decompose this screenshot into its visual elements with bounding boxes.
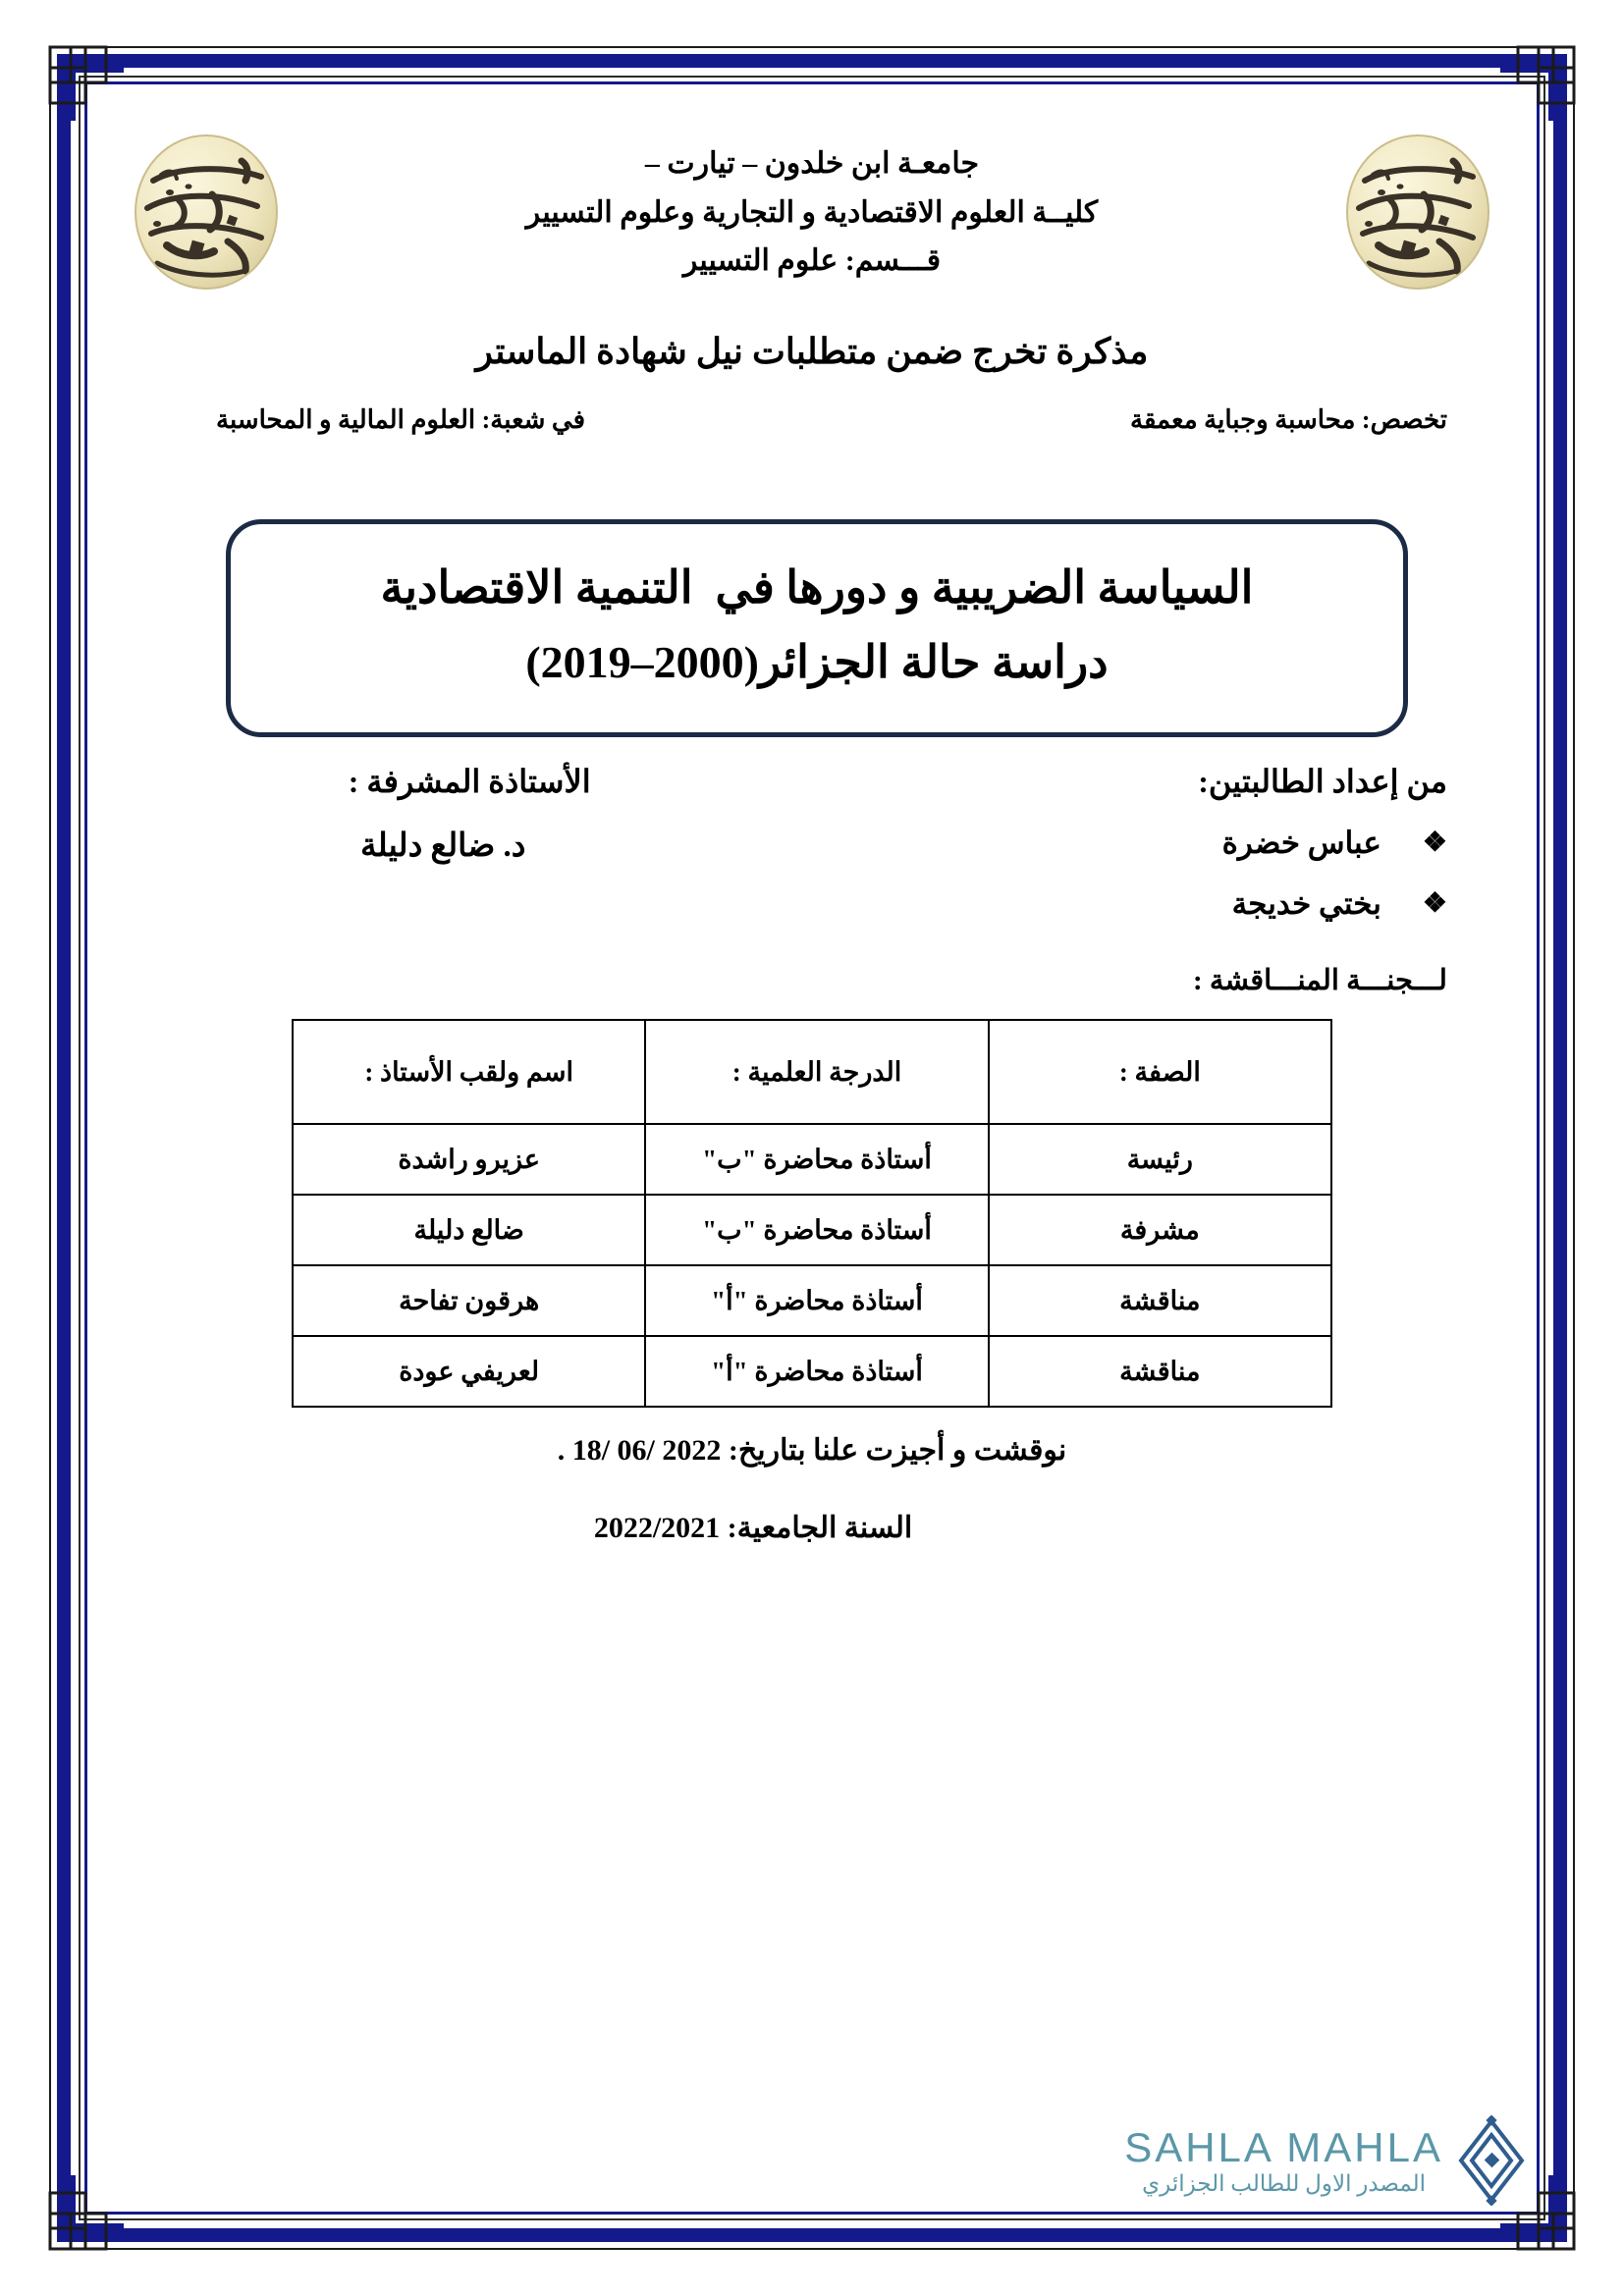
watermark-diamond-icon <box>1453 2115 1530 2206</box>
cell-grade: أستاذة محاضرة "ب" <box>645 1124 988 1195</box>
supervisor-name: د. ضالع دليلة <box>359 828 526 865</box>
supervisor-heading: الأستاذة المشرفة : <box>348 764 591 800</box>
watermark-brand: SAHLA MAHLA <box>1124 2123 1443 2170</box>
department-name: قـــسم: علوم التسيير <box>682 244 942 277</box>
student-name: عباس خضرة <box>1221 826 1381 861</box>
cell-role: مناقشة <box>989 1336 1331 1407</box>
thesis-title-main: السياسة الضريبية و دورها في التنمية الاقتصادية <box>380 562 1254 613</box>
diamond-bullet-icon: ❖ <box>1422 828 1447 859</box>
column-header-role: الصفة : <box>989 1020 1331 1124</box>
students-heading: من إعداد الطالبتين: <box>1198 764 1447 800</box>
university-logo-icon <box>1329 132 1506 294</box>
student-entry <box>823 826 1447 861</box>
student-entry <box>823 886 1447 922</box>
students-block <box>823 763 1487 947</box>
jury-label: لـــجنـــة المنـــاقشة : <box>1192 965 1447 997</box>
field-text: في شعبة: العلوم المالية و المحاسبة <box>216 405 586 434</box>
cell-role: مشرفة <box>989 1195 1331 1265</box>
defense-date: نوقشت و أجيزت علنا بتاريخ: 2022 /06 /18 . <box>557 1434 1067 1468</box>
corner-knot-icon <box>33 2175 124 2266</box>
university-logo-icon <box>118 132 295 294</box>
cell-role: مناقشة <box>989 1265 1331 1336</box>
thesis-title-box <box>226 519 1408 737</box>
jury-table <box>292 1019 1332 1408</box>
cell-role: رئيسة <box>989 1124 1331 1195</box>
cell-name: عزيرو راشدة <box>293 1124 645 1195</box>
table-header-row <box>293 1020 1331 1124</box>
degree-statement: مذكرة تخرج ضمن متطلبات نيل شهادة الماستر <box>475 332 1149 371</box>
cell-grade: أستاذة محاضرة "أ" <box>645 1265 988 1336</box>
column-header-name: اسم ولقب الأستاذ : <box>293 1020 645 1124</box>
table-row <box>293 1195 1331 1265</box>
cell-grade: أستاذة محاضرة "ب" <box>645 1195 988 1265</box>
specialty-text: تخصص: محاسبة وجباية معمقة <box>1130 405 1447 434</box>
cell-name: هرقون تفاحة <box>293 1265 645 1336</box>
cell-name: لعريفي عودة <box>293 1336 645 1407</box>
supervisor-block <box>157 763 782 947</box>
cover-content <box>118 118 1506 2178</box>
corner-knot-icon <box>33 30 124 121</box>
sahla-mahla-watermark <box>1124 2115 1530 2206</box>
watermark-text-block <box>1124 2123 1443 2196</box>
academic-year: السنة الجامعية: 2022/2021 <box>593 1512 913 1545</box>
university-header <box>118 118 1506 294</box>
cell-grade: أستاذة محاضرة "أ" <box>645 1336 988 1407</box>
table-row <box>293 1336 1331 1407</box>
table-row <box>293 1124 1331 1195</box>
table-row <box>293 1265 1331 1336</box>
column-header-grade: الدرجة العلمية : <box>645 1020 988 1124</box>
authors-supervisor-row <box>118 763 1506 947</box>
corner-knot-icon <box>1500 30 1591 121</box>
university-name: جامعـة ابن خلدون – تيارت – <box>644 147 980 180</box>
branch-specialty-row <box>118 405 1506 435</box>
cell-name: ضالع دليلة <box>293 1195 645 1265</box>
diamond-bullet-icon: ❖ <box>1422 888 1447 920</box>
watermark-tagline: المصدر الاول للطالب الجزائري <box>1142 2170 1427 2196</box>
faculty-name: كليــة العلوم الاقتصادية و التجارية وعلوم التسيير <box>525 195 1099 229</box>
student-name: بختي خديجة <box>1231 886 1381 922</box>
thesis-title-sub: دراسة حالة الجزائر(2000–2019) <box>525 637 1109 688</box>
